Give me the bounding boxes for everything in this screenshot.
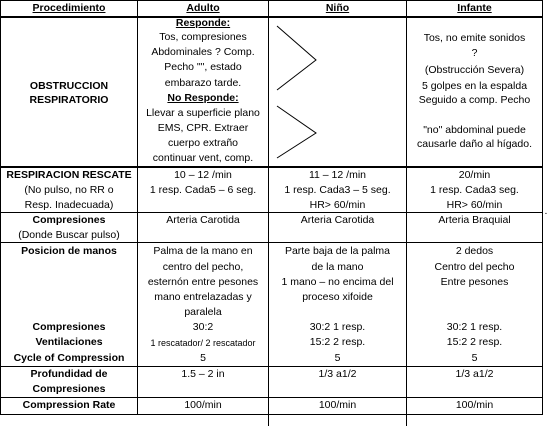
site-label: Compresiones — [32, 214, 106, 226]
rate-label: Compression Rate — [22, 399, 116, 411]
hands-adult: esternón entre pesones — [147, 276, 259, 288]
hands-adult: centro del pecho, — [162, 261, 244, 273]
rule-obstruction — [0, 166, 543, 168]
ratio-label-compressions: Compresiones — [32, 321, 106, 333]
rescue-child: 1 resp. Cada3 – 5 seg. — [284, 184, 391, 196]
hands-child: proceso xifoide — [302, 291, 373, 303]
rescue-label: RESPIRACION RESCATE — [6, 169, 132, 181]
rule-depth — [0, 397, 543, 398]
infant-obstruction-line: causarle daño al hígado. — [416, 138, 532, 150]
rescue-child: 11 – 12 /min — [308, 169, 366, 181]
rate-child: 100/min — [318, 399, 357, 411]
rule-ratio — [0, 366, 543, 367]
ratio-adult: 1 rescatador/ 2 rescatador — [150, 338, 256, 348]
ratio-child: 30:2 1 resp. — [309, 321, 366, 333]
chevron-arrows — [269, 18, 406, 166]
hands-child: Parte baja de la palma — [284, 245, 391, 257]
ratio-infant: 15:2 2 resp. — [446, 336, 503, 348]
depth-label: Profundidad de — [30, 368, 108, 380]
header-nino: Niño — [325, 2, 350, 14]
obstruction-label-2: RESPIRATORIO — [29, 94, 109, 106]
infant-obstruction-line: "no" abdominal puede — [423, 124, 526, 136]
no-responde-line: cuerpo extraño — [167, 137, 239, 149]
infant-obstruction-line: (Obstrucción Severa) — [424, 64, 525, 76]
responde-line: embarazo tarde. — [164, 77, 242, 89]
site-adult: Arteria Carotida — [166, 214, 240, 226]
depth-child: 1/3 a1/2 — [318, 368, 357, 380]
ratio-infant: 30:2 1 resp. — [446, 321, 503, 333]
ratio-infant: 5 — [471, 352, 478, 364]
hands-infant: Centro del pecho — [434, 261, 515, 273]
no-responde-heading: No Responde: — [167, 92, 239, 104]
rescue-adult: 1 resp. Cada5 – 6 seg. — [149, 184, 257, 196]
responde-line: Tos, compresiones — [159, 31, 247, 43]
hands-adult: Palma de la mano en — [153, 245, 253, 257]
infant-obstruction-line: ? — [471, 47, 478, 59]
chevron-right-icon — [277, 106, 316, 158]
header-procedimiento: Procedimiento — [32, 2, 106, 14]
responde-line: Pecho "", estado — [164, 61, 242, 73]
hands-child: 1 mano – no encima del — [281, 276, 394, 288]
hands-label: Posicion de manos — [21, 245, 117, 257]
hands-adult: paralela — [184, 306, 222, 318]
site-sub: (Donde Buscar pulso) — [18, 229, 120, 241]
no-responde-line: continuar vent, comp. — [152, 152, 254, 164]
rescue-child: HR> 60/min — [309, 199, 366, 211]
ratio-label-ventilations: Ventilaciones — [35, 336, 103, 348]
ratio-child: 5 — [334, 352, 341, 364]
stray-dot: . — [544, 205, 548, 217]
chevron-right-icon — [277, 26, 316, 90]
header-infante: Infante — [457, 2, 492, 14]
responde-line: Abdominales ? Comp. — [151, 46, 255, 58]
infant-obstruction-line: Seguido a comp. Pecho — [418, 94, 531, 106]
rescue-infant: 1 resp. Cada3 seg. — [430, 184, 519, 196]
no-responde-line: Llevar a superficie plano — [146, 107, 260, 119]
obstruction-label: OBSTRUCCION — [29, 80, 109, 92]
site-child: Arteria Carotida — [300, 214, 375, 226]
site-infant: Arteria Braquial — [438, 214, 511, 226]
rule-rate — [0, 414, 543, 415]
ratio-adult: 30:2 — [192, 321, 214, 333]
rate-adult: 100/min — [184, 399, 222, 411]
rate-infant: 100/min — [455, 399, 494, 411]
depth-adult: 1.5 – 2 in — [181, 368, 225, 380]
hands-infant: Entre pesones — [440, 276, 509, 288]
hands-child: de la mano — [311, 261, 364, 273]
hands-adult: mano entrelazadas y — [154, 291, 252, 303]
ratio-adult: 5 — [200, 352, 206, 364]
rescue-adult: 10 – 12 /min — [174, 169, 232, 181]
no-responde-line: EMS, CPR. Extraer — [157, 122, 249, 134]
ratio-child: 15:2 2 resp. — [309, 336, 366, 348]
rescue-infant: 20/min — [458, 169, 491, 181]
hands-infant: 2 dedos — [455, 245, 494, 257]
rescue-sub: (No pulso, no RR o — [24, 184, 114, 196]
rule-top — [0, 0, 543, 1]
rescue-infant: HR> 60/min — [446, 199, 503, 211]
depth-infant: 1/3 a1/2 — [455, 368, 494, 380]
infant-obstruction-line: Tos, no emite sonidos — [423, 32, 526, 44]
ratio-label-cycle: Cycle of Compression — [13, 352, 125, 364]
rescue-sub: Resp. Inadecuada) — [24, 199, 114, 211]
infant-obstruction-line: 5 golpes en la espalda — [421, 80, 528, 92]
depth-label-2: Compresiones — [32, 383, 106, 395]
responde-heading: Responde: — [175, 17, 231, 29]
header-adulto: Adulto — [186, 2, 220, 14]
